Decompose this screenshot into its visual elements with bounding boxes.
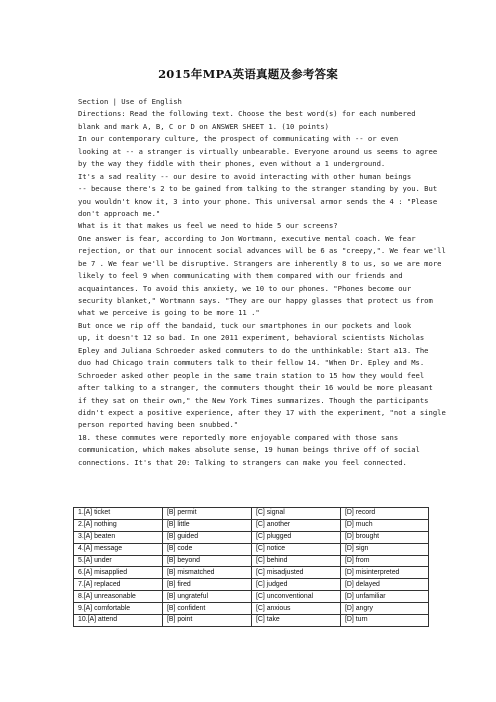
table-row [74,567,429,579]
text-line: don't approach me." [78,208,161,218]
option-c: [C] signal [252,508,341,520]
text-line: by the way they fiddle with their phones, even without a 1 underground. [78,159,386,169]
text-line: Epley and Juliana Schroeder asked commuters to do the unthinkable: Start a13. The [78,345,429,355]
text-line: Directions: Read the following text. Choose the best word(s) for each numbered [78,109,416,119]
option-b: [B] permit [163,508,252,520]
text-line: -- because there's 2 to be gained from talking to the stranger standing by you. But [78,184,438,194]
option-c: [C] unconventional [252,591,341,603]
text-line: didn't expect a positive experience, after they 17 with the experiment, "not a single [78,407,446,417]
text-line: blank and mark A, B, C or D on ANSWER SHEET 1. (10 points) [78,121,329,131]
table-row [74,591,429,603]
option-d: [D] unfamiliar [341,591,429,603]
text-line: 18. these commutes were reportedly more enjoyable compared with those sans [78,432,399,442]
option-a: 5.[A] under [74,555,163,567]
option-c: [C] notice [252,543,341,555]
option-c: [C] plugged [252,531,341,543]
section-heading: Section | Use of English [78,97,182,106]
option-b: [B] beyond [163,555,252,567]
option-a: 3.[A] beaten [74,531,163,543]
option-a: 6.[A] misapplied [74,567,163,579]
option-b: [B] code [163,543,252,555]
text-line: connections. It's that 20: Talking to strangers can make you feel connected. [78,457,407,467]
text-line: It's a sad reality -- our desire to avoid interacting with other human beings [78,171,412,181]
option-a: 7.[A] replaced [74,579,163,591]
option-c: [C] take [252,615,341,627]
options-table [73,507,429,627]
text-line: What is it that makes us feel we need to hide 5 our screens? [78,221,338,231]
document-title: 2015年MPA英语真题及参考答案 [158,67,338,81]
table-row [74,579,429,591]
text-line: But once we rip off the bandaid, tuck our smartphones in our pockets and look [78,320,412,330]
option-d: [D] much [341,519,429,531]
option-a: 1.[A] ticket [74,508,163,520]
option-b: [B] mismatched [163,567,252,579]
option-d: [D] record [341,508,429,520]
option-a: 2.[A] nothing [74,519,163,531]
option-d: [D] misinterpreted [341,567,429,579]
option-b: [B] confident [163,603,252,615]
option-d: [D] angry [341,603,429,615]
option-c: [C] anxious [252,603,341,615]
option-d: [D] delayed [341,579,429,591]
text-line: acquaintances. To avoid this anxiety, we 10 to our phones. "Phones become our [78,283,412,293]
option-c: [C] misadjusted [252,567,341,579]
option-c: [C] another [252,519,341,531]
text-line: after talking to a stranger, the commuters thought their 16 would be more pleasant [78,383,433,393]
option-d: [D] brought [341,531,429,543]
option-a: 4.[A] message [74,543,163,555]
text-line: likely to feel 9 when communicating with them compared with our friends and [78,271,403,281]
text-line: In our contemporary culture, the prospect of communicating with -- or even [78,134,399,144]
text-line: be 7 . We fear we'll be disruptive. Strangers are inherently 8 to us, so we are more [78,258,442,268]
text-line: what we perceive is going to be more 11 ." [78,308,260,318]
text-line: duo had Chicago train commuters talk to their fellow 14. "When Dr. Epley and Ms. [78,358,425,368]
option-b: [B] fired [163,579,252,591]
option-b: [B] guided [163,531,252,543]
table-row [74,531,429,543]
text-line: you wouldn't know it, 3 into your phone. This universal armor sends the 4 : "Please [78,196,438,206]
text-line: security blanket," Wortmann says. "They are our happy glasses that protect us from [78,296,433,305]
option-b: [B] ungrateful [163,591,252,603]
text-line: if they sat on their own," the New York Times summarizes. Though the participants [78,395,429,405]
text-line: One answer is fear, according to Jon Wortmann, executive mental coach. We fear [78,233,416,243]
option-a: 9.[A] comfortable [74,603,163,615]
option-d: [D] sign [341,543,429,555]
option-b: [B] point [163,615,252,627]
option-c: [C] behind [252,555,341,567]
passage-text [78,96,446,469]
table-row [74,555,429,567]
option-b: [B] little [163,519,252,531]
text-line: rejection, or that our innocent social advances will be 6 as "creepy,". We fear we'll [78,246,446,256]
table-row [74,615,429,627]
option-c: [C] judged [252,579,341,591]
option-d: [D] turn [341,615,429,627]
table-row [74,543,429,555]
table-row [74,603,429,615]
option-a: 10.[A] attend [74,615,163,627]
option-d: [D] from [341,555,429,567]
text-line: person reported having been snubbed." [78,420,239,430]
text-line: looking at -- a stranger is virtually unbearable. Everyone around us seems to agree [78,146,438,156]
text-line: up, it doesn't 12 so bad. In one 2011 experiment, behavioral scientists Nicholas [78,333,425,343]
table-row [74,508,429,520]
text-line: communication, which makes absolute sense, 19 human beings thrive off of social [78,445,420,455]
text-line: Schroeder asked other people in the same train station to 15 how they would feel [78,370,425,380]
table-row [74,519,429,531]
option-a: 8.[A] unreasonable [74,591,163,603]
